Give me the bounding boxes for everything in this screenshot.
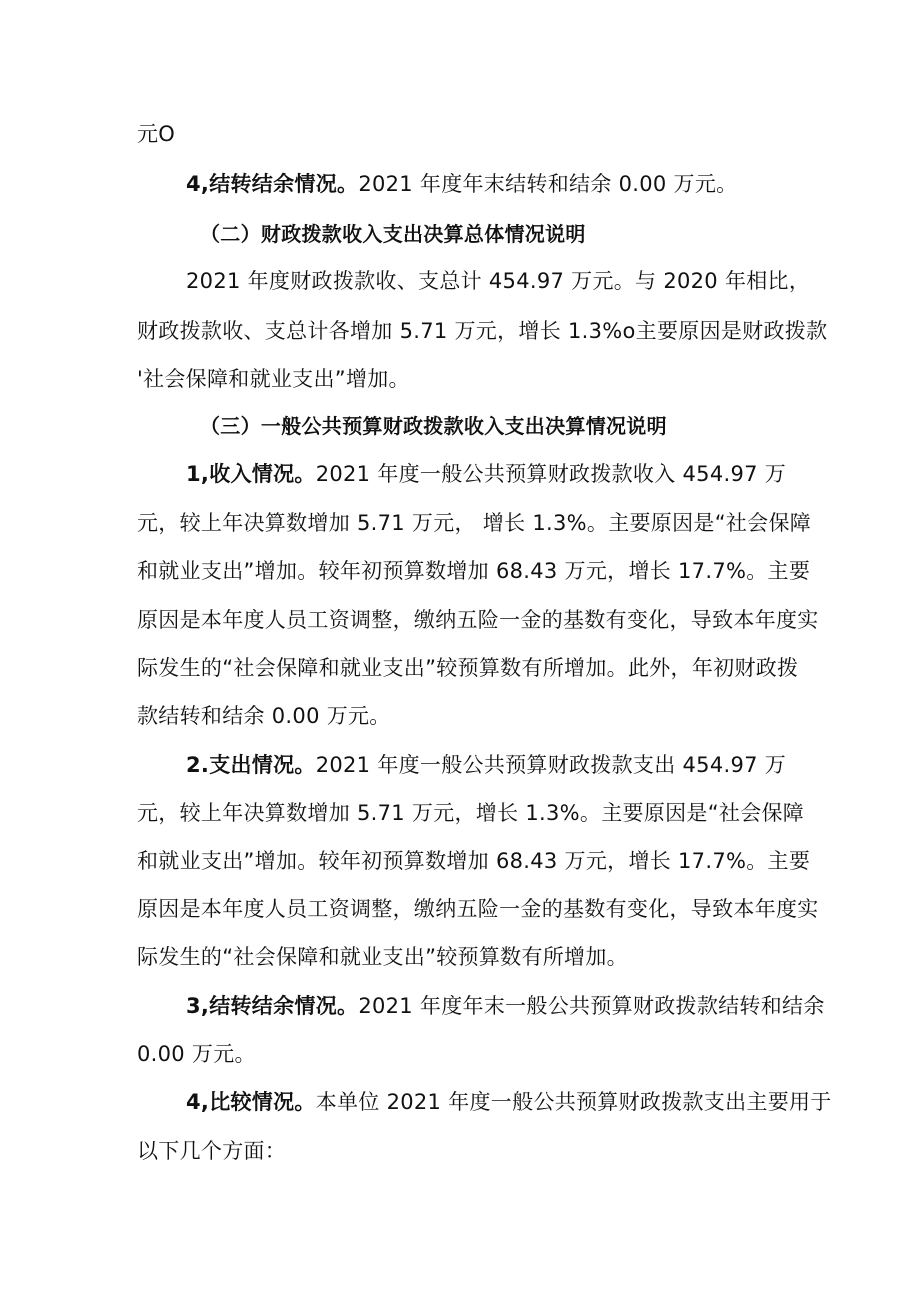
line-text: 际发生的“社会保障和就业支出”较预算数有所增加。此外，年初财政拨 — [137, 656, 799, 680]
section-heading-2 — [200, 219, 586, 249]
line-text: 原因是本年度人员工资调整，缴纳五险一金的基数有变化，导致本年度实 — [137, 897, 819, 921]
numbered-item-2-expenditure — [186, 750, 786, 780]
line-text: 元O — [137, 122, 176, 146]
item-text: 2021 年度一般公共预算财政拨款收入 454.97 万 — [315, 462, 787, 486]
item-text: 2021 年度年末结转和结余 0.00 万元。 — [358, 172, 738, 196]
text-line — [137, 894, 819, 924]
item-text: 本单位 2021 年度一般公共预算财政拨款支出主要用于 — [315, 1090, 832, 1114]
text-line — [186, 266, 810, 296]
text-line — [137, 1039, 256, 1069]
item-heading: 结转结余情况。 — [209, 172, 359, 196]
text-line — [137, 508, 811, 538]
numbered-item-1-income — [186, 459, 786, 489]
line-text: 元，较上年决算数增加 5.71 万元， 增长 1.3%。主要原因是“社会保障 — [137, 511, 812, 535]
line-text: 元，较上年决算数增加 5.71 万元，增长 1.3%。主要原因是“社会保障 — [137, 801, 805, 825]
line-text: 0.00 万元。 — [137, 1042, 256, 1066]
item-text: 2021 年度一般公共预算财政拨款支出 454.97 万 — [315, 753, 787, 777]
text-line — [137, 1136, 286, 1166]
line-text: 款结转和结余 0.00 万元。 — [137, 704, 391, 728]
heading-text: （三）一般公共预算财政拨款收入支出决算情况说明 — [200, 414, 667, 438]
item-heading: 比较情况。 — [209, 1090, 316, 1114]
text-line — [137, 119, 175, 149]
line-text: 财政拨款收、支总计各增加 5.71 万元，增长 1.3%o主要原因是财政拨款 — [137, 319, 828, 343]
line-text: 际发生的“社会保障和就业支出”较预算数有所增加。 — [137, 945, 628, 969]
item-number: 4, — [186, 172, 210, 196]
item-text: 2021 年度年末一般公共预算财政拨款结转和结余 — [358, 994, 825, 1018]
text-line — [137, 942, 628, 972]
item-number: 4, — [186, 1090, 210, 1114]
item-number: 1, — [186, 462, 210, 486]
numbered-item-4-carryover — [186, 169, 737, 199]
line-text: 和就业支出”增加。较年初预算数增加 68.43 万元，增长 17.7%。主要 — [137, 559, 811, 583]
text-line — [137, 556, 810, 586]
line-text: 以下几个方面： — [137, 1139, 287, 1163]
item-heading: 结转结余情况。 — [209, 994, 359, 1018]
text-line — [137, 653, 798, 683]
text-line — [137, 605, 819, 635]
text-line — [137, 798, 804, 828]
item-number: 3, — [186, 994, 210, 1018]
line-text: 2021 年度财政拨款收、支总计 454.97 万元。与 2020 年相比， — [186, 269, 811, 293]
line-text: '社会保障和就业支出”增加。 — [137, 367, 410, 391]
item-number: 2. — [186, 753, 210, 777]
item-heading: 支出情况。 — [209, 753, 316, 777]
numbered-item-4-comparison — [186, 1087, 832, 1117]
text-line — [137, 701, 391, 731]
text-line — [137, 316, 827, 346]
line-text: 和就业支出”增加。较年初预算数增加 68.43 万元，增长 17.7%。主要 — [137, 849, 811, 873]
numbered-item-3-carryover — [186, 991, 825, 1021]
section-heading-3 — [200, 411, 667, 441]
heading-text: （二）财政拨款收入支出决算总体情况说明 — [200, 222, 586, 246]
text-line — [137, 846, 810, 876]
line-text: 原因是本年度人员工资调整，缴纳五险一金的基数有变化，导致本年度实 — [137, 608, 819, 632]
item-heading: 收入情况。 — [209, 462, 316, 486]
text-line — [137, 364, 410, 394]
